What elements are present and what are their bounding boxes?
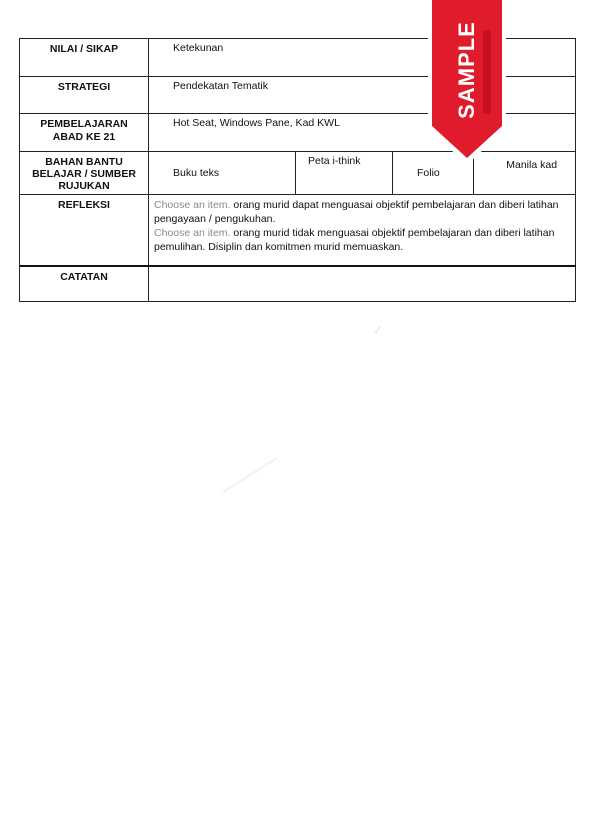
row-catatan [20,266,576,302]
refleksi-content [149,195,576,266]
catatan-value [149,266,576,302]
strategi-value: Pendekatan Tematik [149,77,576,114]
choose-item-dropdown-1[interactable]: Choose an item. [154,199,231,211]
refleksi-text-2: orang murid tidak menguasai objektif pembelajaran dan diberi latihan pemulihan. Disiplin dan komitmen murid memuaskan. [154,227,555,253]
paper-mark [215,320,395,500]
refleksi-line-2 [154,226,569,254]
bahan-label: BAHAN BANTU BELAJAR / SUMBER RUJUKAN [20,152,149,195]
nilai-label: NILAI / SIKAP [20,39,149,77]
bahan-item-buku-teks: Buku teks [149,152,296,195]
sample-ribbon [428,0,506,165]
catatan-label: CATATAN [20,266,149,302]
ribbon-label: SAMPLE [454,21,479,119]
refleksi-label: REFLEKSI [20,195,149,266]
bahan-item-folio: Folio [393,152,474,195]
pembelajaran-value: Hot Seat, Windows Pane, Kad KWL [149,114,576,152]
row-refleksi [20,195,576,266]
nilai-value: Ketekunan [149,39,576,77]
choose-item-dropdown-2[interactable]: Choose an item. [154,227,231,239]
pembelajaran-label: PEMBELAJARAN ABAD KE 21 [20,114,149,152]
strategi-label: STRATEGI [20,77,149,114]
bahan-item-peta-i-think: Peta i-think [296,152,393,195]
refleksi-text-1: orang murid dapat menguasai objektif pembelajaran dan diberi latihan pengayaan / pengukuhan. [154,199,559,225]
bahan-item-manila-kad: Manila kad [474,152,576,195]
refleksi-line-1 [154,198,569,226]
